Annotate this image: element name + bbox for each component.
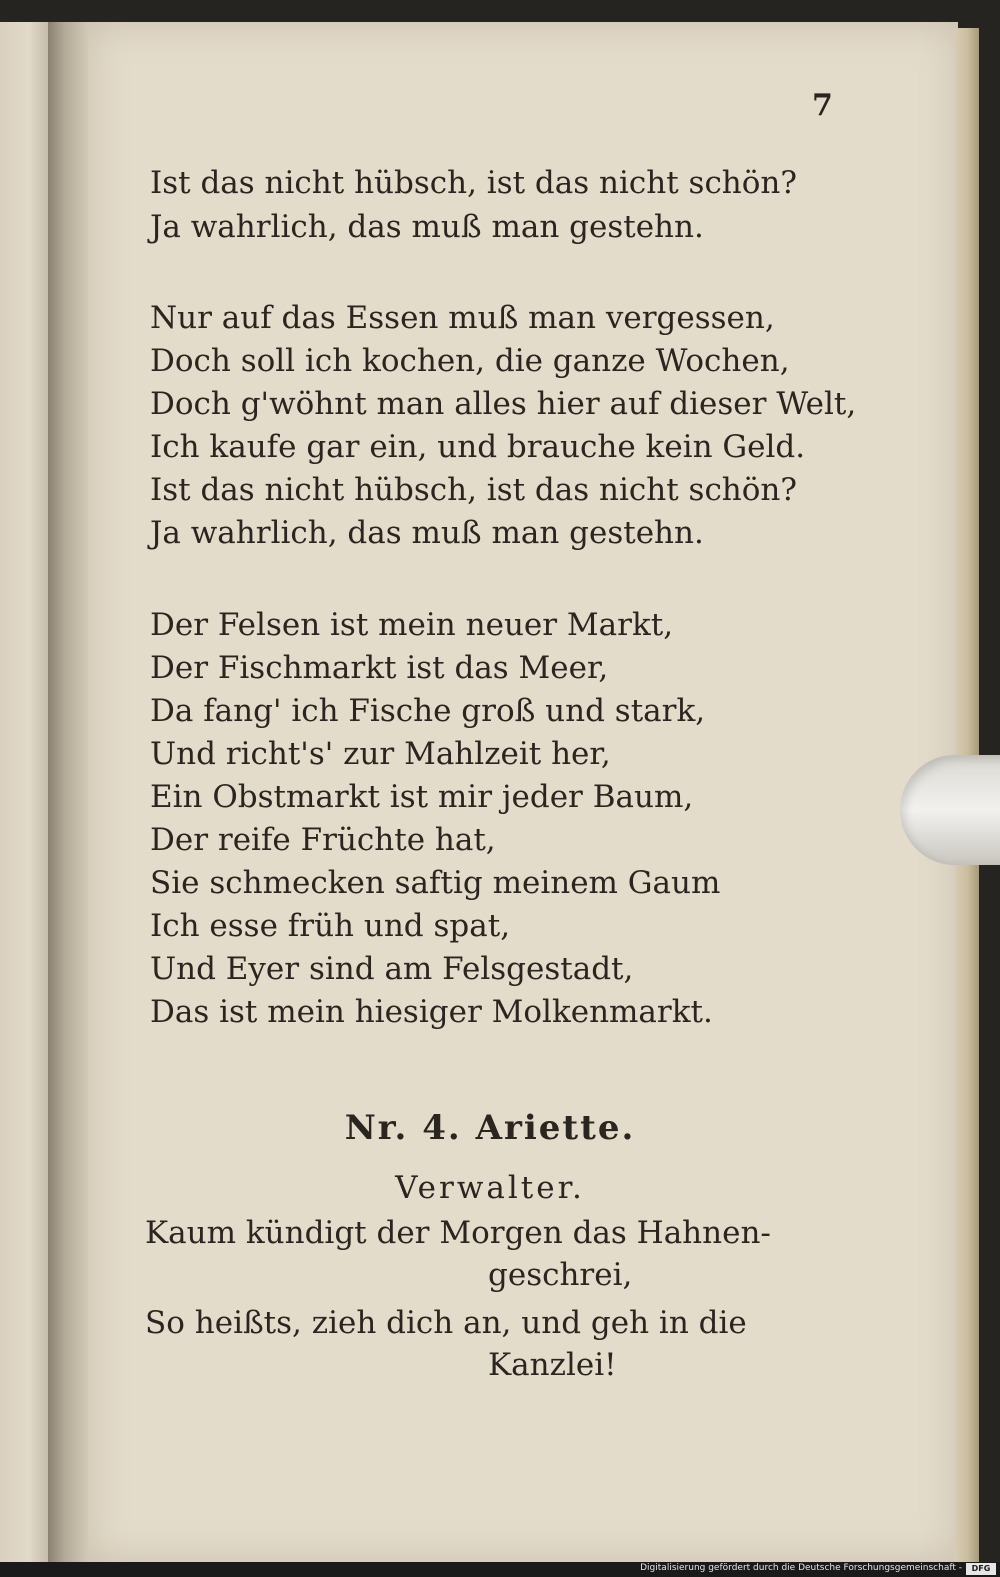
verse-line: Nur auf das Essen muß man vergessen, bbox=[150, 300, 775, 336]
verse-line: Doch g'wöhnt man alles hier auf dieser Welt, bbox=[150, 386, 857, 422]
verse-line: Und richt's' zur Mahlzeit her, bbox=[150, 736, 611, 772]
verse-line: Das ist mein hiesiger Molkenmarkt. bbox=[150, 994, 713, 1030]
verse-line: Ich kaufe gar ein, und brauche kein Geld. bbox=[150, 429, 806, 465]
verse-line: Ja wahrlich, das muß man gestehn. bbox=[150, 209, 704, 245]
verse-line: geschrei, bbox=[488, 1257, 633, 1293]
page-clip bbox=[900, 755, 1000, 865]
page-number: 7 bbox=[812, 88, 833, 123]
verse-line: Ist das nicht hübsch, ist das nicht schön? bbox=[150, 165, 798, 201]
dfg-logo: DFG bbox=[966, 1563, 996, 1575]
verse-line: Ja wahrlich, das muß man gestehn. bbox=[150, 515, 704, 551]
verse-line: Doch soll ich kochen, die ganze Wochen, bbox=[150, 343, 790, 379]
verse-line: Und Eyer sind am Felsgestadt, bbox=[150, 951, 634, 987]
verse-line: So heißts, zieh dich an, und geh in die bbox=[145, 1305, 747, 1341]
verse-line: Der Fischmarkt ist das Meer, bbox=[150, 650, 609, 686]
verse-line: Da fang' ich Fische groß und stark, bbox=[150, 693, 706, 729]
book-gutter bbox=[48, 22, 90, 1562]
verse-line: Der reife Früchte hat, bbox=[150, 822, 496, 858]
verse-line: Kaum kündigt der Morgen das Hahnen- bbox=[145, 1215, 771, 1251]
facing-page-edge bbox=[0, 22, 52, 1562]
verse-line: Der Felsen ist mein neuer Markt, bbox=[150, 607, 674, 643]
digitization-credit: Digitalisierung gefördert durch die Deutsche Forschungsgemeinschaft - bbox=[640, 1563, 962, 1573]
verse-line: Kanzlei! bbox=[488, 1347, 617, 1383]
verse-line: Ich esse früh und spat, bbox=[150, 908, 511, 944]
verse-line: Ist das nicht hübsch, ist das nicht schön? bbox=[150, 472, 798, 508]
verse-line: Ein Obstmarkt ist mir jeder Baum, bbox=[150, 779, 694, 815]
section-heading: Nr. 4. Ariette. bbox=[344, 1108, 636, 1148]
speaker-name: Verwalter. bbox=[395, 1170, 585, 1206]
verse-line: Sie schmecken saftig meinem Gaum bbox=[150, 865, 721, 901]
